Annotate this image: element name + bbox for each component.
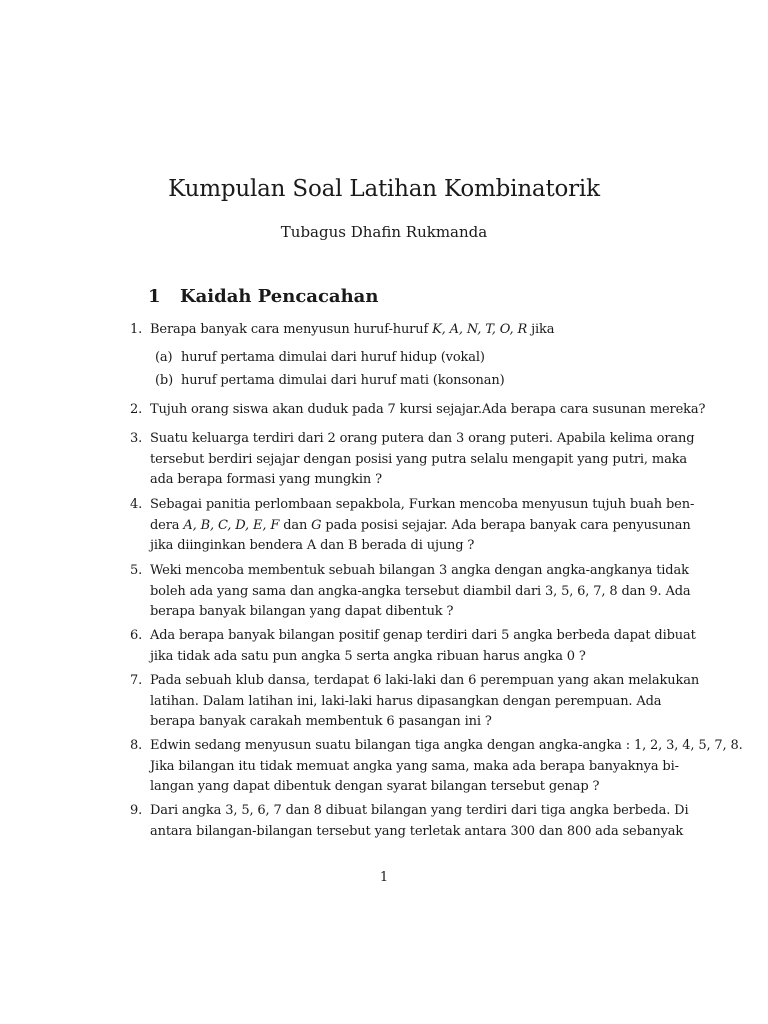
problem-number: 7. bbox=[130, 673, 143, 688]
text-line: boleh ada yang sama dan angka-angka tersebut diambil dari 3, 5, 6, 7, 8 dan 9. Ada bbox=[150, 583, 691, 599]
text-line: latihan. Dalam latihan ini, laki-laki harus dipasangkan dengan perempuan. Ada bbox=[150, 693, 662, 709]
problem-number: 5. bbox=[130, 563, 143, 578]
problem-number: 1. bbox=[130, 322, 143, 337]
document-author: Tubagus Dhafin Rukmanda bbox=[280, 223, 488, 241]
text-line: berapa banyak bilangan yang dapat dibentuk ? bbox=[150, 604, 454, 619]
problem-text bbox=[150, 400, 706, 421]
sub-item-text: huruf pertama dimulai dari huruf mati (konsonan) bbox=[181, 373, 505, 388]
problem-text bbox=[150, 671, 700, 733]
text-segment: pada posisi sejajar. Ada berapa banyak cara penyusunan bbox=[325, 517, 691, 533]
text-line: Pada sebuah klub dansa, terdapat 6 laki-laki dan 6 perempuan yang akan melakukan bbox=[150, 673, 700, 688]
text-line: langan yang dapat dibentuk dengan syarat bilangan tersebut genap ? bbox=[150, 779, 600, 794]
sub-item-text: huruf pertama dimulai dari huruf hidup (vokal) bbox=[181, 350, 485, 365]
sub-item-label: (b) bbox=[155, 373, 174, 388]
text-line: tersebut berdiri sejajar dengan posisi yang putra selalu mengapit yang putri, maka bbox=[150, 451, 687, 467]
text-line: Dari angka 3, 5, 6, 7 dan 8 dibuat bilangan yang terdiri dari tiga angka berbeda. Di bbox=[150, 803, 689, 818]
problem-number: 4. bbox=[130, 497, 143, 512]
problem-text bbox=[150, 561, 691, 623]
problem-text bbox=[150, 626, 696, 667]
problem-number: 9. bbox=[130, 803, 143, 818]
text-line: Tujuh orang siswa akan duduk pada 7 kursi sejajar.Ada berapa cara susunan mereka? bbox=[150, 402, 706, 417]
section-heading bbox=[148, 286, 378, 307]
math-letters: A, B, C, D, E, F bbox=[183, 517, 280, 533]
problem-text bbox=[150, 320, 660, 341]
text-line: antara bilangan-bilangan tersebut yang terletak antara 300 dan 800 ada sebanyak bbox=[150, 823, 684, 839]
section-title: Kaidah Pencacahan bbox=[180, 286, 379, 307]
sub-item-label: (a) bbox=[155, 350, 173, 365]
text-line: Suatu keluarga terdiri dari 2 orang putera dan 3 orang puteri. Apabila kelima orang bbox=[150, 431, 695, 446]
problem-number: 6. bbox=[130, 628, 143, 643]
text-segment: jika bbox=[531, 322, 555, 337]
problem-text bbox=[150, 495, 695, 557]
text-line: Jika bilangan itu tidak memuat angka yang sama, maka ada berapa banyaknya bi- bbox=[150, 758, 679, 774]
text-line: ada berapa formasi yang mungkin ? bbox=[150, 472, 382, 487]
text-line: jika diinginkan bendera A dan B berada di ujung ? bbox=[150, 538, 475, 553]
problem-text bbox=[150, 801, 689, 842]
problem-number: 8. bbox=[130, 738, 143, 753]
text-line: Sebagai panitia perlombaan sepakbola, Furkan mencoba menyusun tujuh buah ben- bbox=[150, 497, 695, 512]
text-segment: dan bbox=[283, 517, 308, 533]
text-segment: dera bbox=[150, 517, 180, 533]
document-title: Kumpulan Soal Latihan Kombinatorik bbox=[168, 176, 600, 202]
problem-number: 3. bbox=[130, 431, 143, 446]
problem-text bbox=[150, 429, 695, 491]
text-line: Edwin sedang menyusun suatu bilangan tiga angka dengan angka-angka : 1, 2, 3, 4, 5, 7, 8. bbox=[150, 738, 743, 753]
text-line: jika tidak ada satu pun angka 5 serta angka ribuan harus angka 0 ? bbox=[150, 648, 586, 664]
math-letters: G bbox=[311, 517, 322, 533]
text-segment: Berapa banyak cara menyusun huruf-huruf bbox=[150, 322, 429, 337]
problem-number: 2. bbox=[130, 402, 143, 417]
text-line: berapa banyak carakah membentuk 6 pasangan ini ? bbox=[150, 714, 492, 729]
math-letters: K, A, N, T, O, R bbox=[432, 322, 528, 337]
text-line: Ada berapa banyak bilangan positif genap terdiri dari 5 angka berbeda dapat dibuat bbox=[150, 628, 696, 643]
page-number: 1 bbox=[379, 870, 389, 885]
problem-text bbox=[150, 736, 743, 798]
section-number: 1 bbox=[148, 286, 161, 307]
text-line: Weki mencoba membentuk sebuah bilangan 3 angka dengan angka-angkanya tidak bbox=[150, 563, 689, 578]
